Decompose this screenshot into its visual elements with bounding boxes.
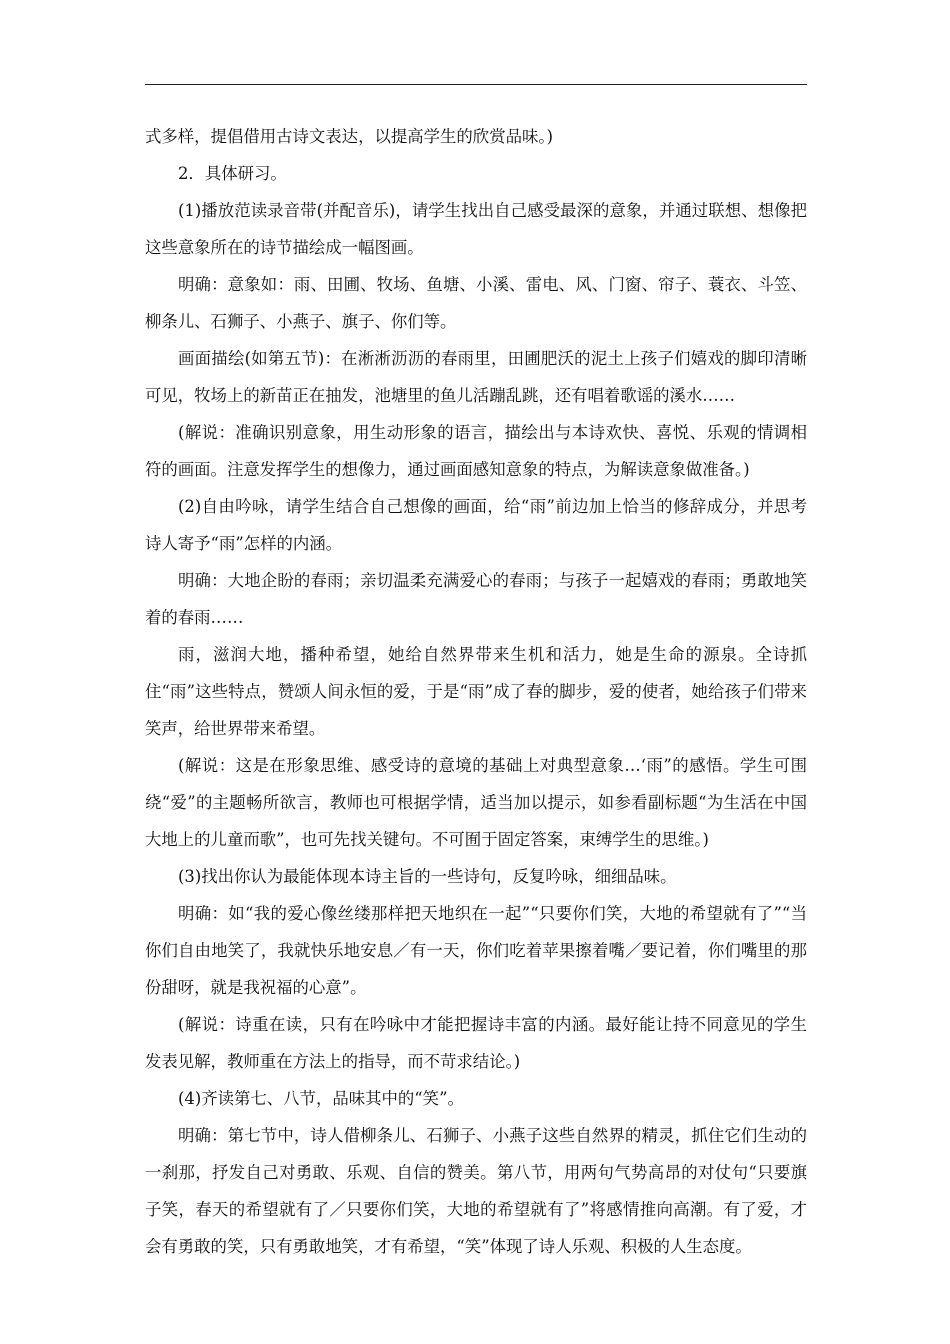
header-rule (145, 84, 807, 85)
explanation-3: (解说：诗重在读，只有在吟咏中才能把握诗丰富的内涵。最好能让持不同意见的学生发表见解，教师重在方法上的指导，而不苛求结论。) (145, 1015, 807, 1071)
section-heading-specific-study: 2．具体研习。 (178, 164, 287, 183)
task-3-paragraph: (3)找出你认为最能体现本诗主旨的一些诗句，反复吟咏，细细品味。 (178, 867, 677, 886)
document-body (145, 118, 807, 1265)
clarification-spring-rain: 明确：大地企盼的春雨；亲切温柔充满爱心的春雨；与孩子一起嬉戏的春雨；勇敢地笑着的春雨…… (145, 571, 807, 627)
rain-meaning-paragraph: 雨，滋润大地，播种希望，她给自然界带来生机和活力，她是生命的源泉。全诗抓住“雨”这些特点，赞颂人间永恒的爱，于是“雨”成了春的脚步，爱的使者，她给孩子们带来笑声，给世界带来希望。 (145, 645, 807, 738)
task-2-paragraph: (2)自由吟咏，请学生结合自己想像的画面，给“雨”前边加上恰当的修辞成分，并思考诗人寄予“雨”怎样的内涵。 (145, 497, 807, 553)
task-1-paragraph: (1)播放范读录音带(并配音乐)，请学生找出自己感受最深的意象，并通过联想、想像把这些意象所在的诗节描绘成一幅图画。 (145, 201, 807, 257)
paragraph-continuation: 式多样，提倡借用古诗文表达，以提高学生的欣赏品味。) (145, 127, 553, 146)
explanation-2: (解说：这是在形象思维、感受诗的意境的基础上对典型意象…‘雨”的感悟。学生可围绕“爱”的主题畅所欲言，教师也可根据学情，适当加以提示，如参看副标题“为生活在中国大地上的儿童而歌”，也可先找关键句。不可囿于固定答案，束缚学生的思维。) (145, 756, 807, 849)
clarification-key-lines: 明确：如“我的爱心像丝缕那样把天地织在一起”“只要你们笑，大地的希望就有了”“当你们自由地笑了，我就快乐地安息／有一天，你们吃着苹果擦着嘴／要记着，你们嘴里的那份甜呀，就是我祝福的心意”。 (145, 904, 807, 997)
scene-description: 画面描绘(如第五节)：在淅淅沥沥的春雨里，田圃肥沃的泥土上孩子们嬉戏的脚印清晰可见，牧场上的新苗正在抽发，池塘里的鱼儿活蹦乱跳，还有唱着歌谣的溪水…… (145, 349, 807, 405)
explanation-1: (解说：准确识别意象，用生动形象的语言，描绘出与本诗欢快、喜悦、乐观的情调相符的画面。注意发挥学生的想像力，通过画面感知意象的特点，为解读意象做准备。) (145, 423, 807, 479)
clarification-imagery: 明确：意象如：雨、田圃、牧场、鱼塘、小溪、雷电、风、门窗、帘子、蓑衣、斗笠、柳条儿、石狮子、小燕子、旗子、你们等。 (145, 275, 807, 331)
clarification-laughter: 明确：第七节中，诗人借柳条儿、石狮子、小燕子这些自然界的精灵，抓住它们生动的一刹那，抒发自己对勇敢、乐观、自信的赞美。第八节，用两句气势高昂的对仗句“只要旗子笑，春天的希望就有了／只要你们笑，大地的希望就有了”将感情推向高潮。有了爱，才会有勇敢的笑，只有勇敢地笑，才有希望，“笑”体现了诗人乐观、积极的人生态度。 (145, 1126, 807, 1256)
task-4-paragraph: (4)齐读第七、八节，品味其中的“笑”。 (178, 1089, 464, 1108)
